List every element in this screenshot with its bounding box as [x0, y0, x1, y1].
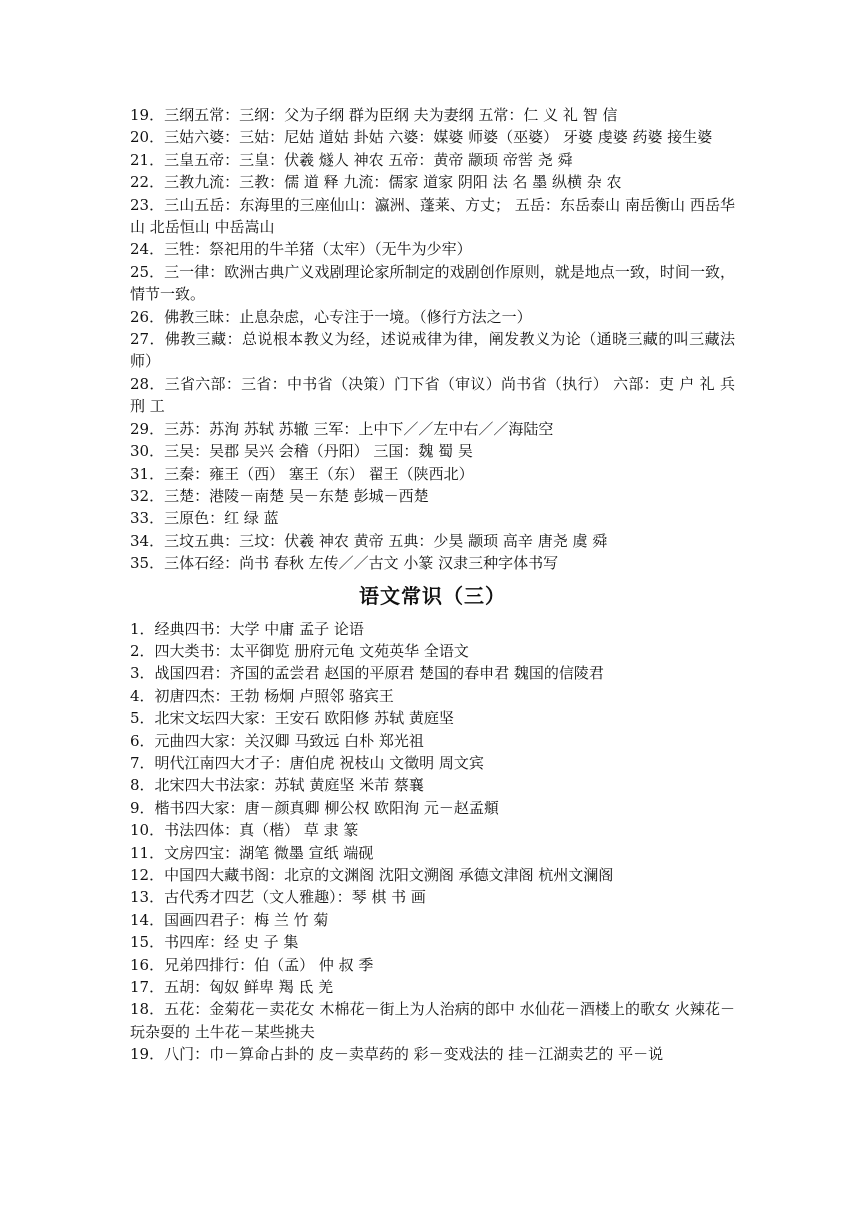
list-item: 14．国画四君子：梅 兰 竹 菊 — [130, 910, 329, 929]
list-item: 35．三体石经：尚书 春秋 左传／／古文 小篆 汉隶三种字体书写 — [130, 554, 559, 573]
list-item: 8．北宋四大书法家：苏轼 黄庭坚 米芾 蔡襄 — [130, 776, 424, 795]
section-heading: 语文常识（三） — [359, 583, 506, 608]
list-item: 20．三姑六婆：三姑：尼姑 道姑 卦姑 六婆：媒婆 师婆（巫婆） 牙婆 虔婆 药婆 接生婆 — [130, 128, 713, 147]
list-item: 17．五胡：匈奴 鲜卑 羯 氐 羌 — [130, 978, 334, 997]
list-item: 7．明代江南四大才子：唐伯虎 祝枝山 文徵明 周文宾 — [130, 753, 484, 772]
list-item: 23．三山五岳：东海里的三座仙山：瀛洲、蓬莱、方丈； 五岳：东岳泰山 南岳衡山 西岳华山 北岳恒山 中岳嵩山 — [130, 195, 735, 237]
list-item: 24．三牲：祭祀用的牛羊猪（太牢）（无牛为少牢） — [130, 240, 472, 259]
list-item: 15．书四库：经 史 子 集 — [130, 933, 299, 952]
list-item: 12．中国四大藏书阁：北京的文渊阁 沈阳文溯阁 承德文津阁 杭州文澜阁 — [130, 866, 614, 884]
list-item: 34．三坟五典：三坟：伏羲 神农 黄帝 五典：少昊 颛顼 高辛 唐尧 虞 舜 — [130, 531, 608, 550]
list-item: 4．初唐四杰：王勃 杨炯 卢照邻 骆宾王 — [130, 686, 394, 705]
list-item: 25．三一律：欧洲古典广义戏剧理论家所制定的戏剧创作原则，就是地点一致，时间一致，情节一致。 — [130, 262, 735, 304]
list-item: 1．经典四书：大学 中庸 孟子 论语 — [130, 619, 364, 638]
list-item: 22．三教九流：三教：儒 道 释 九流：儒家 道家 阴阳 法 名 墨 纵横 杂 农 — [130, 173, 622, 192]
list-item: 19．八门：巾－算命占卦的 皮－卖草药的 彩－变戏法的 挂－江湖卖艺的 平－说 — [130, 1045, 664, 1064]
list-item: 2．四大类书：太平御览 册府元龟 文苑英华 全语文 — [130, 641, 469, 660]
list-item: 32．三楚：港陵－南楚 吴－东楚 彭城－西楚 — [130, 486, 429, 505]
list-item: 6．元曲四大家：关汉卿 马致远 白朴 郑光祖 — [130, 731, 424, 750]
list-item: 27．佛教三藏：总说根本教义为经，述说戒律为律，阐发教义为论（通晓三藏的叫三藏法师） — [130, 330, 735, 371]
list-item: 30．三吴：吴郡 吴兴 会稽（丹阳） 三国：魏 蜀 吴 — [130, 442, 473, 461]
list-item: 3．战国四君：齐国的孟尝君 赵国的平原君 楚国的春申君 魏国的信陵君 — [130, 664, 604, 683]
list-item: 16．兄弟四排行：伯（孟） 仲 叔 季 — [130, 955, 374, 974]
document-page — [130, 104, 735, 1066]
list-item: 26．佛教三昧：止息杂虑，心专注于一境。（修行方法之一） — [130, 307, 532, 326]
list-item: 21．三皇五帝：三皇：伏羲 燧人 神农 五帝：黄帝 颛顼 帝喾 尧 舜 — [130, 150, 573, 169]
list-item: 13．古代秀才四艺（文人雅趣）：琴 棋 书 画 — [130, 888, 426, 907]
list-item: 18．五花：金菊花－卖花女 木棉花－街上为人治病的郎中 水仙花－酒楼上的歌女 火辣花－玩杂耍的 土牛花－某些挑夫 — [130, 1000, 735, 1041]
list-item: 10．书法四体：真（楷） 草 隶 篆 — [130, 821, 359, 840]
list-item: 5．北宋文坛四大家：王安石 欧阳修 苏轼 黄庭坚 — [130, 709, 454, 728]
list-item: 19．三纲五常：三纲：父为子纲 群为臣纲 夫为妻纲 五常：仁 义 礼 智 信 — [130, 106, 618, 124]
list-item: 29．三苏：苏洵 苏轼 苏辙 三军：上中下／／左中右／／海陆空 — [130, 419, 554, 438]
list-item: 33．三原色：红 绿 蓝 — [130, 509, 279, 528]
list-item: 31．三秦：雍王（西） 塞王（东） 翟王（陕西北） — [130, 464, 474, 483]
list-item: 28．三省六部：三省：中书省（决策）门下省（审议）尚书省（执行） 六部：吏 户 礼 兵 刑 工 — [130, 374, 735, 416]
entries-list-previous — [130, 104, 735, 575]
list-item: 9．楷书四大家：唐－颜真卿 柳公权 欧阳洵 元－赵孟頫 — [130, 798, 499, 817]
entries-list-main — [130, 618, 735, 1066]
list-item: 11．文房四宝：湖笔 微墨 宣纸 端砚 — [130, 843, 374, 862]
